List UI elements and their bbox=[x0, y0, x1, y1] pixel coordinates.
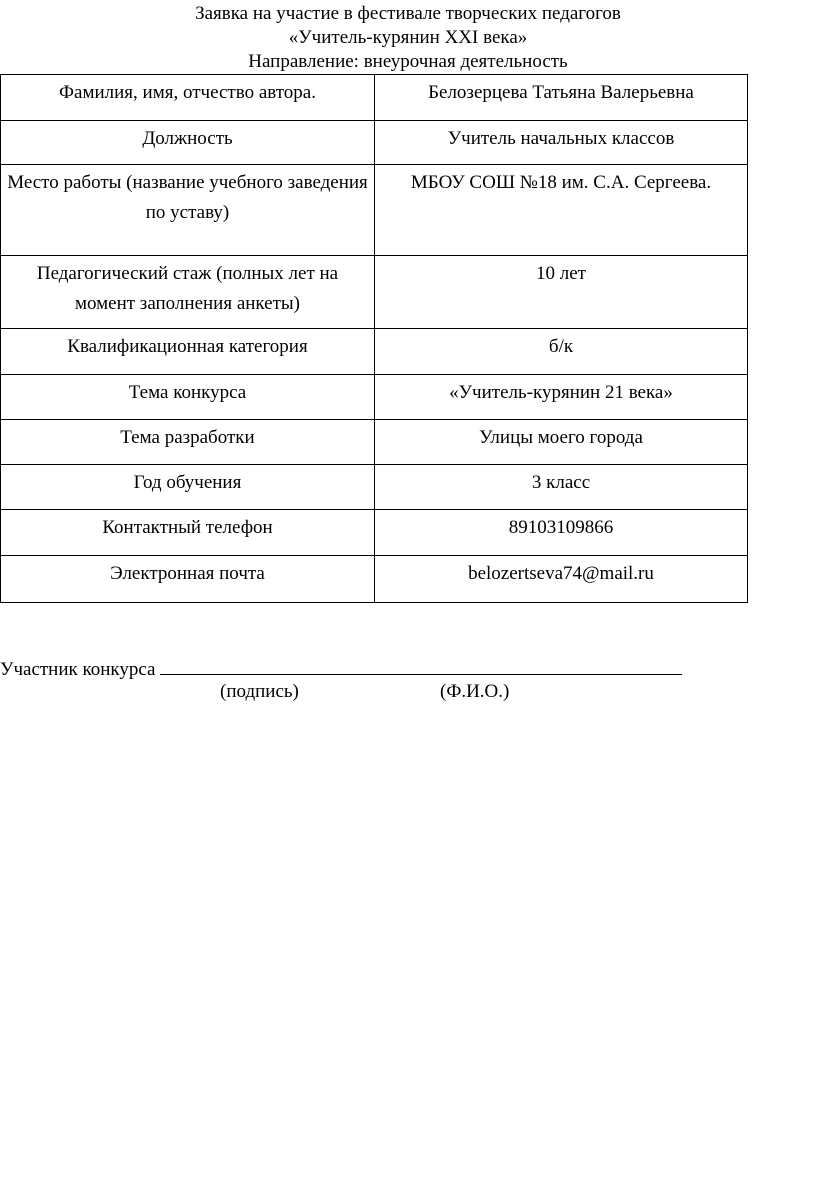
table-row bbox=[1, 556, 748, 603]
direction-line: Направление: внеурочная деятельность bbox=[248, 51, 568, 72]
row-value-workplace: МБОУ СОШ №18 им. С.А. Сергеева. bbox=[375, 165, 748, 256]
row-value-phone: 89103109866 bbox=[375, 510, 748, 556]
table-row bbox=[1, 465, 748, 510]
participant-label: Участник конкурса bbox=[0, 659, 156, 680]
signature-line bbox=[0, 654, 682, 682]
row-value-email: belozertseva74@mail.ru bbox=[375, 556, 748, 603]
table-row bbox=[1, 75, 748, 121]
row-value-contest-theme: «Учитель-курянин 21 века» bbox=[375, 375, 748, 420]
row-value-qualification: б/к bbox=[375, 329, 748, 375]
row-value-experience: 10 лет bbox=[375, 256, 748, 329]
row-label-position: Должность bbox=[1, 121, 375, 165]
row-label-phone: Контактный телефон bbox=[1, 510, 375, 556]
signature-caption: (подпись) bbox=[220, 681, 299, 702]
application-form-table bbox=[0, 74, 748, 603]
row-label-experience: Педагогический стаж (полных лет на момент заполнения анкеты) bbox=[1, 256, 375, 329]
row-value-study-year: 3 класс bbox=[375, 465, 748, 510]
row-label-email: Электронная почта bbox=[1, 556, 375, 603]
document-header bbox=[0, 2, 816, 74]
document-title: Заявка на участие в фестивале творческих педагогов bbox=[195, 3, 621, 24]
row-value-author-name: Белозерцева Татьяна Валерьевна bbox=[375, 75, 748, 121]
row-label-author-name: Фамилия, имя, отчество автора. bbox=[1, 75, 375, 121]
table-row bbox=[1, 329, 748, 375]
row-label-qualification: Квалификационная категория bbox=[1, 329, 375, 375]
table-row bbox=[1, 121, 748, 165]
signature-underline bbox=[160, 654, 682, 675]
row-label-study-year: Год обучения bbox=[1, 465, 375, 510]
table-row bbox=[1, 165, 748, 256]
row-value-development-theme: Улицы моего города bbox=[375, 420, 748, 465]
row-value-position: Учитель начальных классов bbox=[375, 121, 748, 165]
row-label-workplace: Место работы (название учебного заведения по уставу) bbox=[1, 165, 375, 256]
name-caption: (Ф.И.О.) bbox=[440, 681, 510, 702]
festival-name: «Учитель-курянин XXI века» bbox=[288, 27, 528, 48]
table-row bbox=[1, 256, 748, 329]
row-label-contest-theme: Тема конкурса bbox=[1, 375, 375, 420]
table-row bbox=[1, 375, 748, 420]
table-row bbox=[1, 420, 748, 465]
table-row bbox=[1, 510, 748, 556]
row-label-development-theme: Тема разработки bbox=[1, 420, 375, 465]
